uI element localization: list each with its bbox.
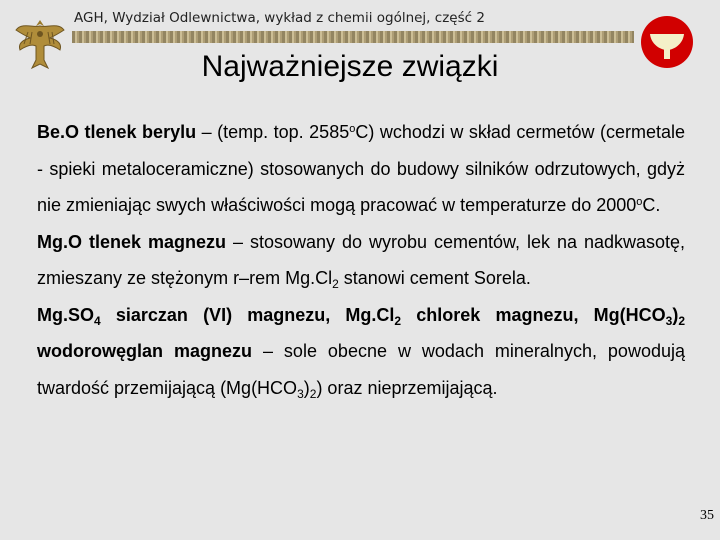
term-mgo: Mg.O tlenek magnezu xyxy=(37,231,226,252)
slide-title: Najważniejsze związki xyxy=(201,50,499,83)
term-beo: Be.O tlenek berylu xyxy=(37,122,197,142)
paragraph-magnesium-salts: $Mg.SO_4$ siarczan (VI) magnezu, $Mg.Cl_2$ chlorek magnezu, $Mg(HCO_3)_2$ wodorowęglan magnezu – sole obecne w wodach mineralnych, powodują twardość przemijającą $(Mg(HCO_3)_2)$ oraz nieprzemijającą. xyxy=(37,304,685,401)
paragraph-magnesium-oxide: Mg.O tlenek magnezu – stosowany do wyrobu cementów, lek na nadkwasotę, zmieszany ze stężonym r–rem $Mg.Cl_2$ stanowi cement Sorela. xyxy=(37,231,686,291)
slide-content xyxy=(37,114,685,406)
header-divider xyxy=(72,31,634,43)
header-text: AGH, Wydział Odlewnictwa, wykład z chemii ogólnej, część 2 xyxy=(74,10,485,26)
paragraph-beryllium-oxide: Be.O tlenek berylu – (temp. top. 2585$^o$C) wchodzi w skład cermetów (cermetale - spieki metaloceramiczne) stosowanych do budowy silników odrzutowych, gdyż nie zmieniając swych właściwości mogą pracować w temperaturze do 2000$^o$C. xyxy=(37,122,685,215)
page-number: 35 xyxy=(700,508,714,523)
term-mg-salts: $Mg.SO_4$ siarczan (VI) magnezu, $Mg.Cl_2$ chlorek magnezu, $Mg(HCO_3)_2$ wodorowęglan magnezu xyxy=(37,304,685,361)
